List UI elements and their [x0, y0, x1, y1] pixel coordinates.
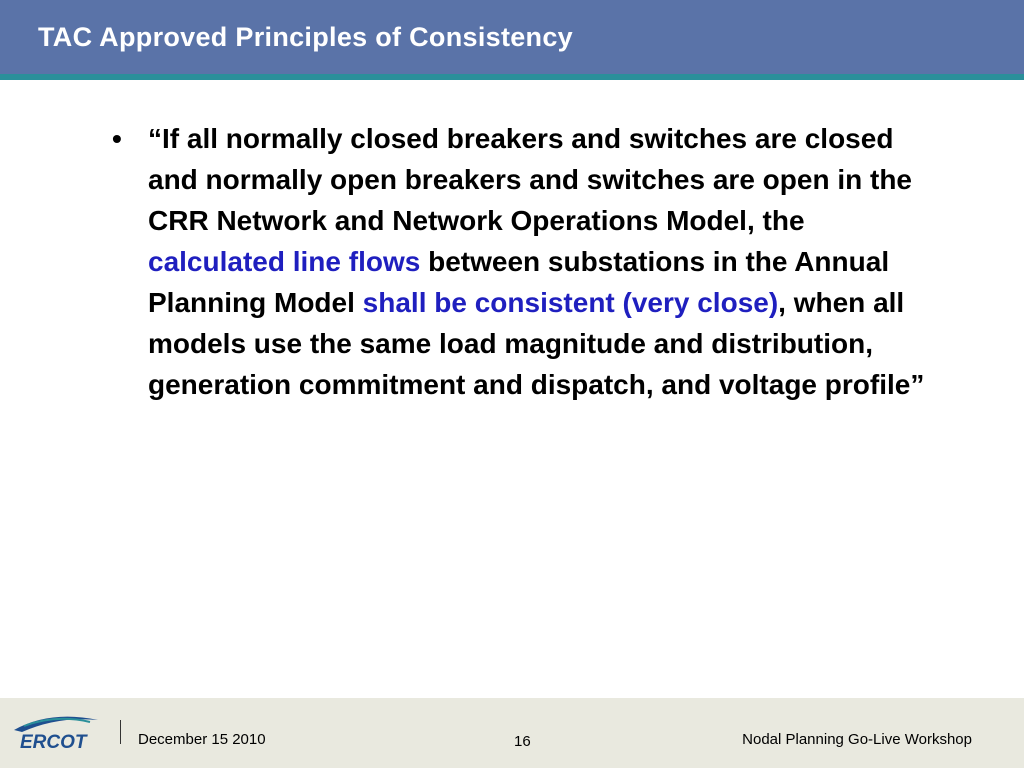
bullet-item [112, 118, 962, 405]
highlight-shall-be-consistent: shall be consistent (very close) [362, 287, 779, 318]
ercot-logo-icon [10, 708, 102, 754]
slide-footer [0, 698, 1024, 768]
bullet-marker: • [112, 123, 122, 154]
header-rule [0, 74, 1024, 80]
bullet-text-part-1: “If all normally closed breakers and switches are closed and normally open breakers and switches are open in the CRR Network and Network Operations Model, the [148, 123, 912, 236]
slide-content [112, 118, 962, 405]
bullet-text-part-2: between substations in the Annual Planning Model [148, 246, 890, 318]
bullet-text-part-3: , when all models use the same load magnitude and distribution, generation commitment and dispatch, and voltage profile” [148, 287, 925, 400]
slide-header [0, 0, 1024, 74]
page-number: 16 [514, 733, 531, 750]
footer-divider [120, 720, 121, 744]
footer-event-name: Nodal Planning Go-Live Workshop [742, 731, 972, 748]
footer-date: December 15 2010 [138, 731, 266, 748]
bullet-text [148, 118, 948, 405]
slide-title: TAC Approved Principles of Consistency [38, 22, 573, 52]
highlight-calculated-line-flows: calculated line flows [148, 246, 421, 277]
ercot-logo-text: ERCOT [20, 732, 87, 753]
